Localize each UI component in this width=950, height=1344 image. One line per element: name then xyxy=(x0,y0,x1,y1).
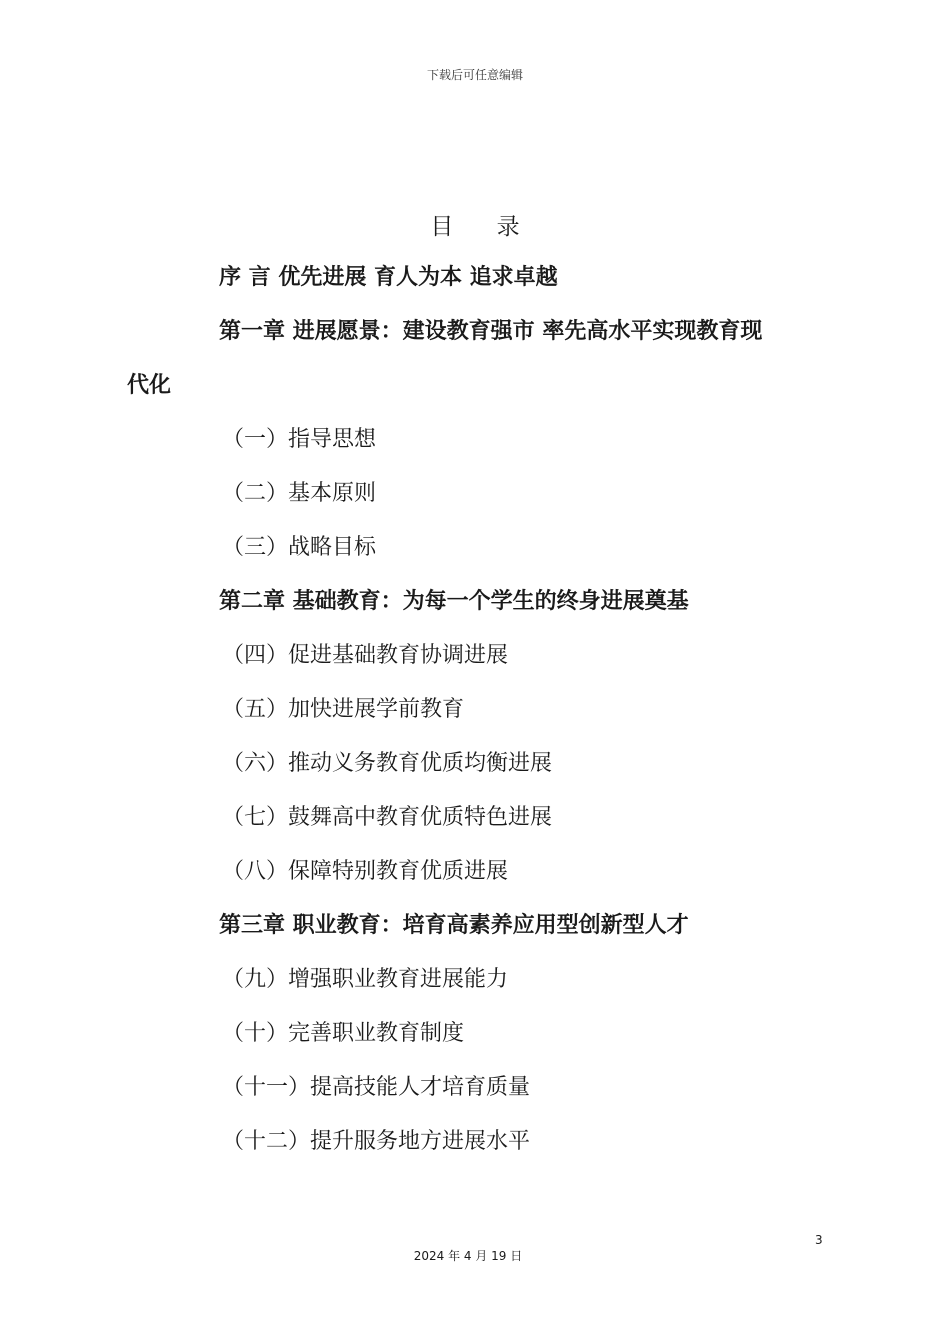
toc-item: （十）完善职业教育制度 xyxy=(222,1021,465,1046)
toc-preface: 序 言 优先进展 育人为本 追求卓越 xyxy=(219,265,558,290)
toc-chapter-3: 第三章 职业教育：培育高素养应用型创新型人才 xyxy=(219,913,689,938)
toc-item: （四）促进基础教育协调进展 xyxy=(222,643,509,668)
toc-title: 目 录 xyxy=(430,214,538,240)
page-number: 3 xyxy=(815,1233,823,1247)
toc-item: （一）指导思想 xyxy=(222,427,377,452)
toc-item: （五）加快进展学前教育 xyxy=(222,697,465,722)
toc-item: （十二）提升服务地方进展水平 xyxy=(222,1129,531,1154)
page-header: 下载后可任意编辑 xyxy=(426,68,523,82)
toc-item: （十一）提高技能人才培育质量 xyxy=(222,1075,531,1100)
toc-chapter-1-continuation: 代化 xyxy=(127,373,172,398)
footer-date: 2024 年 4 月 19 日 xyxy=(413,1249,523,1263)
toc-item: （七）鼓舞高中教育优质特色进展 xyxy=(222,805,553,830)
toc-item: （二）基本原则 xyxy=(222,481,377,506)
toc-chapter-2: 第二章 基础教育：为每一个学生的终身进展奠基 xyxy=(219,589,689,614)
toc-item: （六）推动义务教育优质均衡进展 xyxy=(222,751,553,776)
toc-item: （三）战略目标 xyxy=(222,535,377,560)
toc-chapter-1: 第一章 进展愿景：建设教育强市 率先高水平实现教育现 xyxy=(219,319,763,344)
toc-item: （九）增强职业教育进展能力 xyxy=(222,967,509,992)
toc-item: （八）保障特别教育优质进展 xyxy=(222,859,509,884)
